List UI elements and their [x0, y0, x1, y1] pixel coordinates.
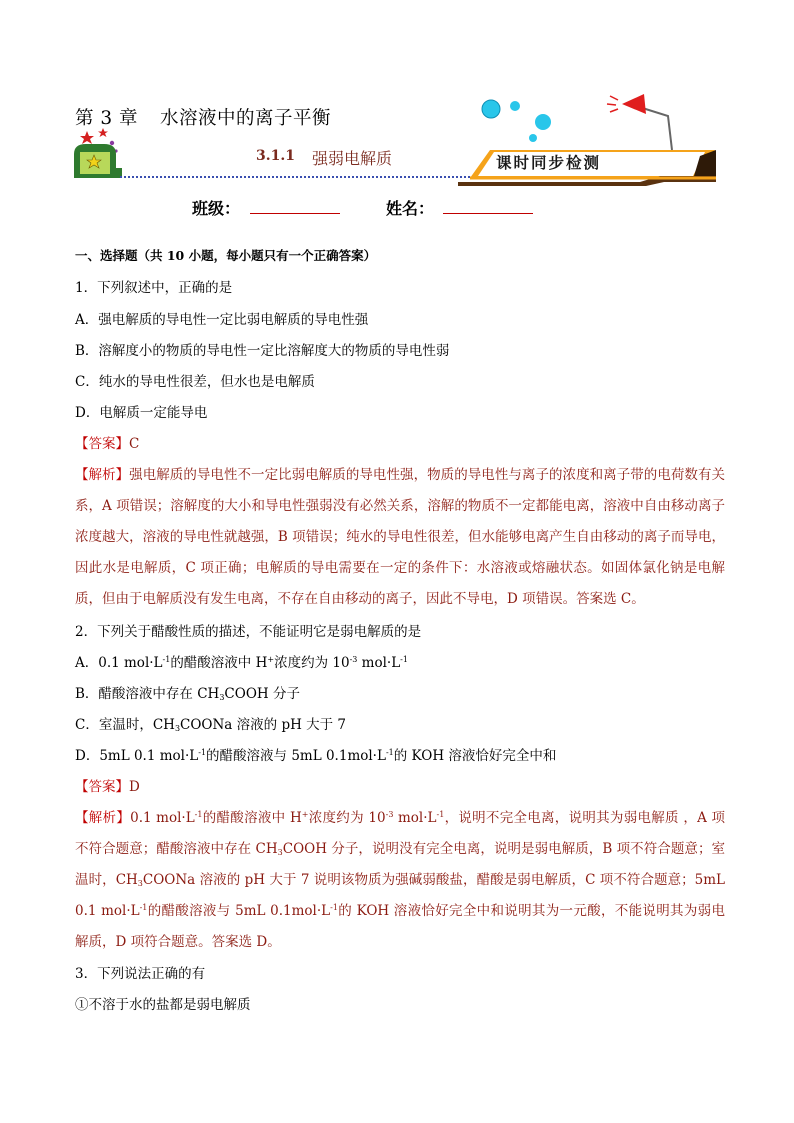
question-1-stem: 1．下列叙述中，正确的是: [75, 280, 233, 296]
question-2-option-c: C．室温时，$CH_3COONa$ 溶液的 pH 大于 7: [75, 717, 347, 733]
section-heading: 一、选择题（共 10 小题，每小题只有一个正确答案）: [75, 248, 377, 263]
question-3-stem: 3．下列说法正确的有: [75, 966, 206, 982]
analysis-tag: 【解析】: [75, 467, 130, 483]
header-decoration: [0, 0, 794, 200]
red-star-icon: [80, 131, 94, 144]
question-1-option-a: A．强电解质的导电性一定比弱电解质的导电性强: [75, 312, 369, 328]
lamp-icon: [622, 94, 646, 114]
analysis-text: 强电解质的导电性不一定比弱电解质的导电性强，物质的导电性与离子的浓度和离子带的电荷数有关系，A 项错误；溶解度的大小和导电性强弱没有必然关系，溶解的物质不一定都能电离，溶液中自由移动离子浓度越大，溶液的导电性就越强，B 项错误；纯水的导电性很差，但水能够电离产生自由移动的离子而导电，因此水是电解质，C 项正确；电解质的导电需要在一定的条件下：水溶液或熔融状态。如固体氯化钠是电解质，但由于电解质没有发生电离，不存在自由移动的离子，因此不导电，D 项错误。答案选 C。: [75, 467, 726, 607]
class-label: 班级：: [192, 199, 241, 218]
question-2-analysis: 【解析】0.1 $mol\cdot L^{-1}$的醋酸溶液中 H+浓度约为 $10^{-3}$ $mol\cdot L^{-1}$，说明不完全电离，说明其为弱电解质 ，A 项不符合题意；醋酸溶液中存在 $CH_3COOH$ 分子，说明没有完全电离，说明是弱电解质，B 项不符合题意；室温时，$CH_3COONa$ 溶液的 pH 大于 7 说明该物质为强碱弱酸盐，醋酸是弱电解质，C 项不符合题意；5mL 0.1 $mol\cdot L^{-1}$的醋酸溶液与 5mL $0.1mol\cdot L^{-1}$的 KOH 溶液恰好完全中和说明其为一元酸，不能说明其为弱电解质，D 项符合题意。答案选 D。: [75, 810, 725, 950]
bubble-icon: [529, 134, 537, 142]
section-title: 强弱电解质: [312, 149, 393, 168]
answer-value: D: [129, 779, 140, 795]
divider: [120, 176, 470, 178]
question-2-option-b: B．醋酸溶液中存在 $CH_3COOH$ 分子: [75, 686, 300, 702]
question-2-answer: [75, 779, 140, 795]
question-1-option-d: D．电解质一定能导电: [75, 405, 208, 421]
question-2-option-d: D．5mL 0.1 $mol\cdot L^{-1}$的醋酸溶液与 5mL $0.1mol\cdot L^{-1}$的 KOH 溶液恰好完全中和: [75, 748, 557, 764]
question-2-option-a: A．0.1 $mol\cdot L^{-1}$的醋酸溶液中 H+浓度约为 $10^{-3}$ $mol\cdot L^{-1}$: [75, 655, 408, 671]
question-3-item-1: ①不溶于水的盐都是弱电解质: [75, 997, 251, 1013]
section-number: 3.1.1: [256, 148, 295, 164]
question-2-stem: 2．下列关于醋酸性质的描述，不能证明它是弱电解质的是: [75, 624, 422, 640]
question-1-analysis: [75, 460, 725, 615]
name-label: 姓名：: [386, 199, 435, 218]
bubble-icon: [510, 101, 520, 111]
answer-tag: 【答案】: [75, 779, 129, 795]
question-1-answer: [75, 436, 139, 452]
name-field[interactable]: [443, 213, 533, 214]
chapter-name: 水溶液中的离子平衡: [160, 108, 332, 129]
banner-label: 课时同步检测: [496, 153, 602, 172]
chapter-title: [75, 104, 331, 130]
answer-value: C: [129, 436, 140, 452]
answer-tag: 【答案】: [75, 436, 129, 452]
chapter-number: 第 3 章: [75, 108, 139, 129]
class-field[interactable]: [250, 213, 340, 214]
question-1-option-b: B．溶解度小的物质的导电性一定比溶解度大的物质的导电性弱: [75, 343, 450, 359]
analysis-tag: 【解析】: [75, 810, 131, 826]
bubble-icon: [535, 114, 551, 130]
question-1-option-c: C．纯水的导电性很差，但水也是电解质: [75, 374, 315, 390]
